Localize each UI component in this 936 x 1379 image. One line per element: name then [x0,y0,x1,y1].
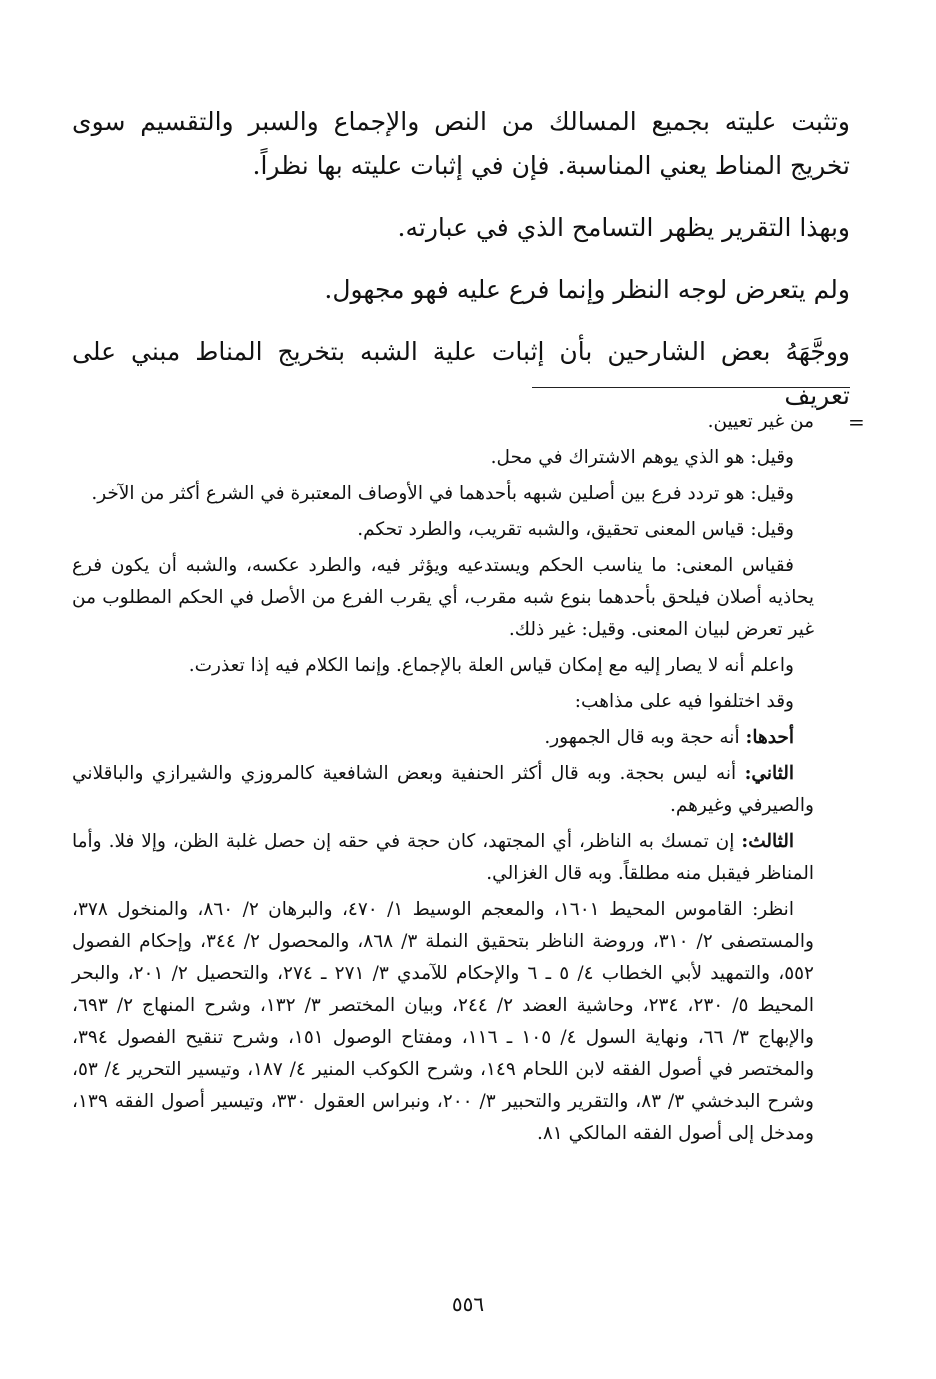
footnote [72,406,814,1154]
view-text: إن تمسك به الناظر، أي المجتهد، كان حجة في حقه إن حصل غلبة الظن، وإلا فلا. وأما المناظر فيقبل منه مطلقاً. وبه قال الغزالي. [72,831,814,884]
view-label: أحدها: [745,727,794,748]
main-paragraph: وبهذا التقرير يظهر التسامح الذي في عبارته. [397,213,850,242]
main-paragraph: وتثبت عليته بجميع المسالك من النص والإجماع والسبر والتقسيم سوى تخريج المناط يعني المناسبة. فإن في إثبات عليته بها نظراً. [72,107,850,180]
view-text: أنه ليس بحجة. وبه قال أكثر الحنفية وبعض الشافعية كالمروزي والشيرازي والباقلاني والصيرفي وغيرهم. [72,763,814,816]
footnote-separator [532,387,850,388]
footnote-line: واعلم أنه لا يصار إليه مع إمكان قياس العلة بالإجماع. وإنما الكلام فيه إذا تعذرت. [188,655,794,676]
main-paragraph: ووجَّهَهُ بعض الشارحين بأن إثبات علية الشبه بتخريج المناط مبني على تعريف [72,337,850,410]
footnote-view [72,722,814,754]
footnote-line: وقيل: قياس المعنى تحقيق، والشبه تقريب، والطرد تحكم. [357,519,794,540]
footnote-line: وقيل: هو الذي يوهم الاشتراك في محل. [490,447,794,468]
main-text [72,100,850,432]
footnote-line: وقيل: هو تردد فرع بين أصلين شبهه بأحدهما في الأوصاف المعتبرة في الشرع أكثر من الآخر. [91,483,794,504]
page-number: ٥٥٦ [451,1292,485,1316]
footnote-line: من غير تعيين. [707,411,814,432]
view-label: الثاني: [744,763,794,784]
view-text: أنه حجة وبه قال الجمهور. [544,727,746,748]
footnote-view [72,826,814,890]
footnote-references: انظر: القاموس المحيط ١٦٠١، والمعجم الوسيط ١/ ٤٧٠، والبرهان ٢/ ٨٦٠، والمنخول ٣٧٨، والمستصفى ٢/ ٣١٠، وروضة الناظر بتحقيق النملة ٣/ ٨٦٨، والمحصول ٢/ ٣٤٤، وإحكام الفصول ٥٥٢، والتمهيد لأبي الخطاب ٤/ ٥ ـ ٦ والإحكام للآمدي ٣/ ٢٧١ ـ ٢٧٤، والتحصيل ٢/ ٢٠١، والبحر المحيط ٥/ ٢٣٠، ٢٣٤، وحاشية العضد ٢/ ٢٤٤، وبيان المختصر ٣/ ١٣٢، وشرح المنهاج ٢/ ٦٩٣، والإبهاج ٣/ ٦٦، ونهاية السول ٤/ ١٠٥ ـ ١١٦، ومفتاح الوصول ١٥١، وشرح تنقيح الفصول ٣٩٤، والمختصر في أصول الفقه لابن اللحام ١٤٩، وشرح الكوكب المنير ٤/ ١٨٧، وتيسير التحرير ٤/ ٥٣، وشرح البدخشي ٣/ ٨٣، والتقرير والتحبير ٣/ ٢٠٠، ونبراس العقول ٣٣٠، وتيسير أصول الفقه ١٣٩، ومدخل إلى أصول الفقه المالكي ٨١. [72,899,815,1144]
main-paragraph: ولم يتعرض لوجه النظر وإنما فرع عليه فهو مجهول. [324,275,850,304]
view-label: الثالث: [741,831,794,852]
footnote-continuation-marker: = [848,410,865,434]
footnote-line: وقد اختلفوا فيه على مذاهب: [574,691,794,712]
footnote-line: فقياس المعنى: ما يناسب الحكم ويستدعيه ويؤثر فيه، والطرد عكسه، والشبه أن يكون فرع يحاذيه أصلان فيلحق بأحدهما بنوع شبه مقرب، أي يقرب الفرع من الأصل في الحكم المطلوب من غير تعرض لبيان المعنى. وقيل: غير ذلك. [72,555,814,640]
footnote-view [72,758,814,822]
